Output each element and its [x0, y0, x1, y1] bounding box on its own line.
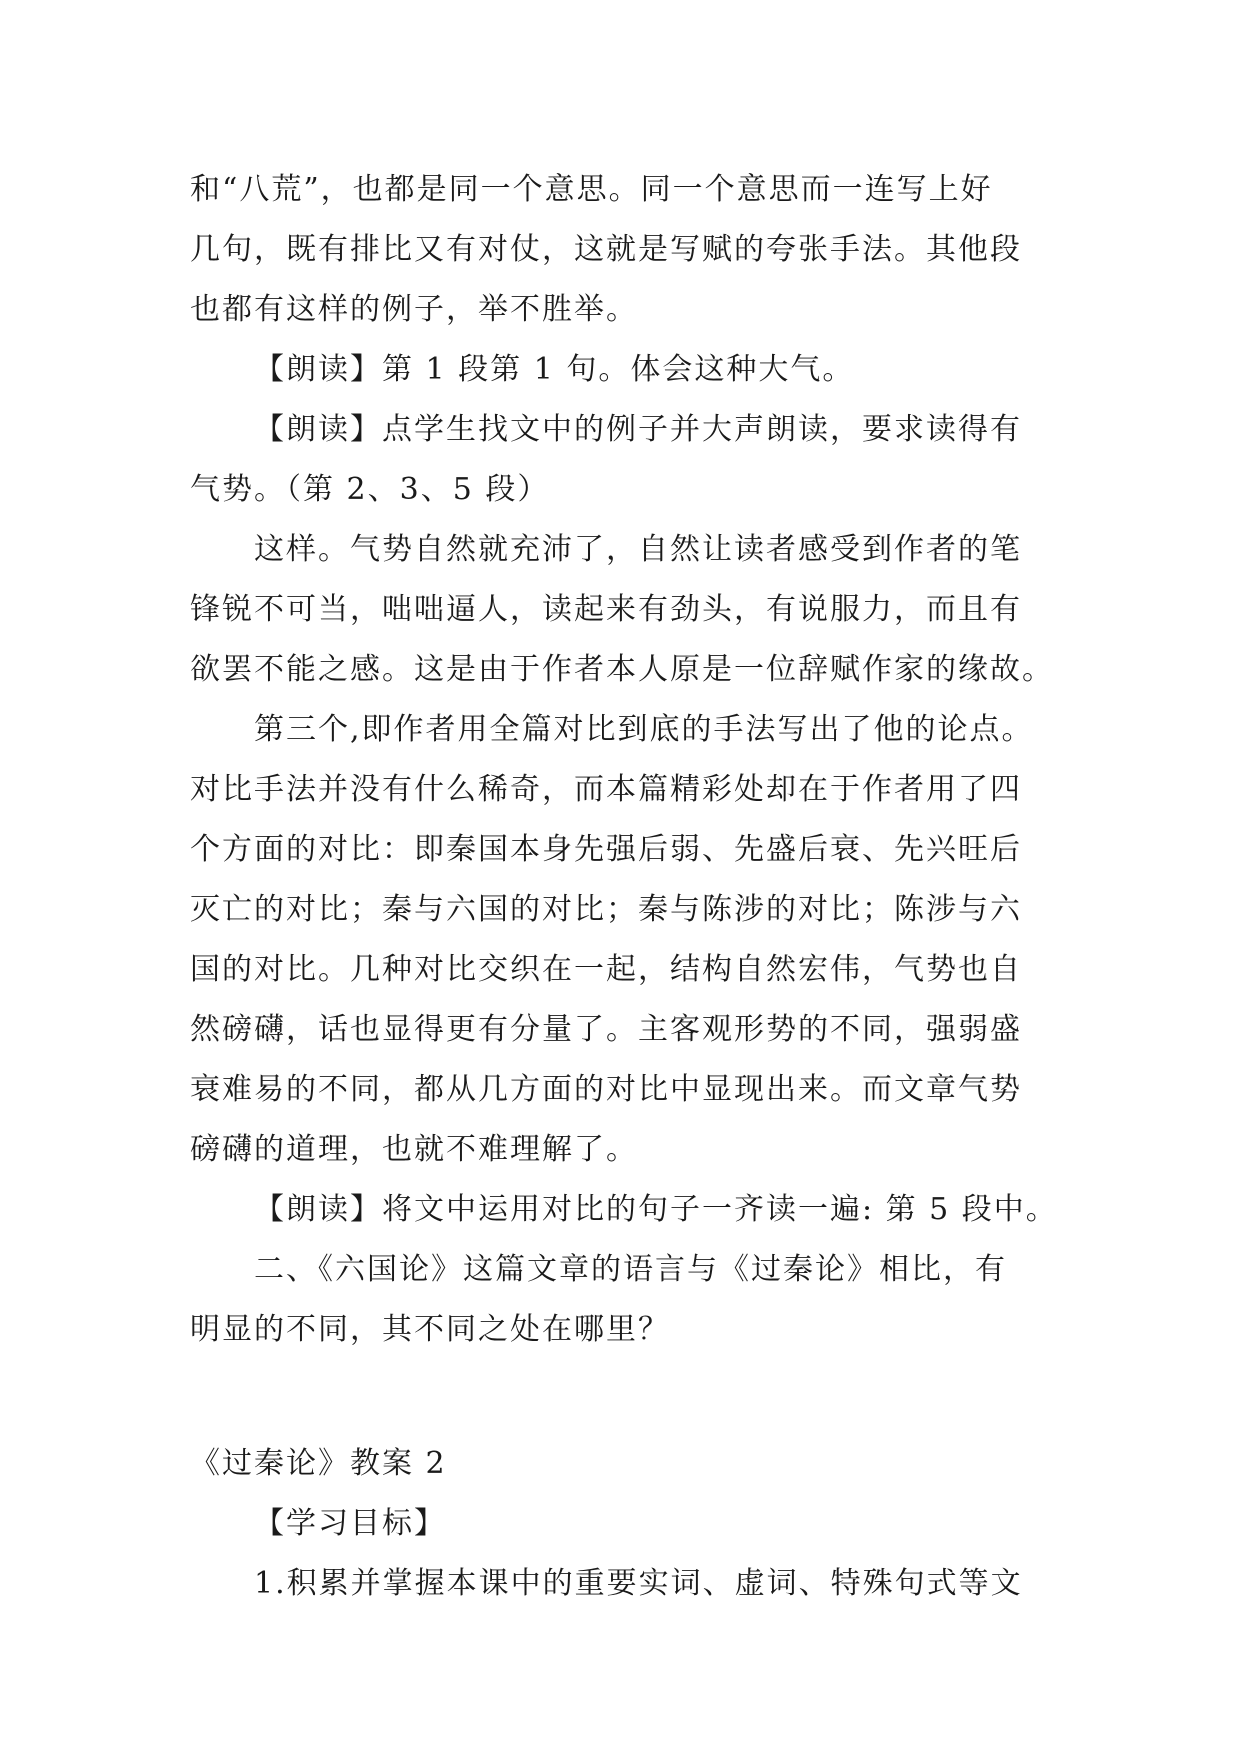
text-line: 这样。气势自然就充沛了，自然让读者感受到作者的笔 [254, 532, 1022, 567]
blank-line [190, 1360, 1050, 1420]
question-paragraph [190, 1240, 1050, 1360]
text-line: 二、《六国论》这篇文章的语言与《过秦论》相比，有 [254, 1252, 1007, 1287]
text-line: 明显的不同，其不同之处在哪里？ [190, 1312, 670, 1347]
text-line: 对比手法并没有什么稀奇，而本篇精彩处却在于作者用了四 [190, 772, 1022, 807]
text-line: 【朗读】第 1 段第 1 句。体会这种大气。 [254, 352, 855, 387]
text-line: 个方面的对比：即秦国本身先强后弱、先盛后衰、先兴旺后 [190, 832, 1022, 867]
paragraph-continuation [190, 160, 1050, 340]
text-line: 几句，既有排比又有对仗，这就是写赋的夸张手法。其他段 [190, 232, 1022, 267]
text-line: 衰难易的不同，都从几方面的对比中显现出来。而文章气势 [190, 1072, 1022, 1107]
text-line: 灭亡的对比；秦与六国的对比；秦与陈涉的对比；陈涉与六 [190, 892, 1022, 927]
text-line: 然磅礴，话也显得更有分量了。主客观形势的不同，强弱盛 [190, 1012, 1022, 1047]
text-line: 磅礴的道理，也就不难理解了。 [190, 1132, 638, 1167]
objective-item: 1.积累并掌握本课中的重要实词、虚词、特殊句式等文 [254, 1566, 1023, 1601]
text-line: 欲罢不能之感。这是由于作者本人原是一位辞赋作家的缘故。 [190, 652, 1054, 687]
text-line: 【朗读】将文中运用对比的句子一齐读一遍: 第 5 段中。 [254, 1192, 1058, 1227]
reading-instruction-1 [190, 340, 1050, 400]
reading-instruction-2 [190, 400, 1050, 520]
objectives-heading: 【学习目标】 [254, 1506, 446, 1541]
text-line: 【朗读】点学生找文中的例子并大声朗读，要求读得有 [254, 412, 1022, 447]
text-line: 国的对比。几种对比交织在一起，结构自然宏伟，气势也自 [190, 952, 1022, 987]
text-line: 锋锐不可当，咄咄逼人，读起来有劲头，有说服力，而且有 [190, 592, 1022, 627]
paragraph-contrast [190, 700, 1050, 1180]
lesson-plan-title: 《过秦论》教案 2 [190, 1446, 447, 1481]
text-line: 第三个,即作者用全篇对比到底的手法写出了他的论点。 [254, 712, 1034, 747]
text-line: 气势。（第 2、3、5 段） [190, 472, 550, 507]
document-body [190, 160, 1058, 1614]
text-line: 也都有这样的例子，举不胜举。 [190, 292, 638, 327]
paragraph-momentum [190, 520, 1054, 700]
text-line: 和“八荒”，也都是同一个意思。同一个意思而一连写上好 [190, 172, 993, 207]
reading-instruction-3 [190, 1180, 1058, 1240]
